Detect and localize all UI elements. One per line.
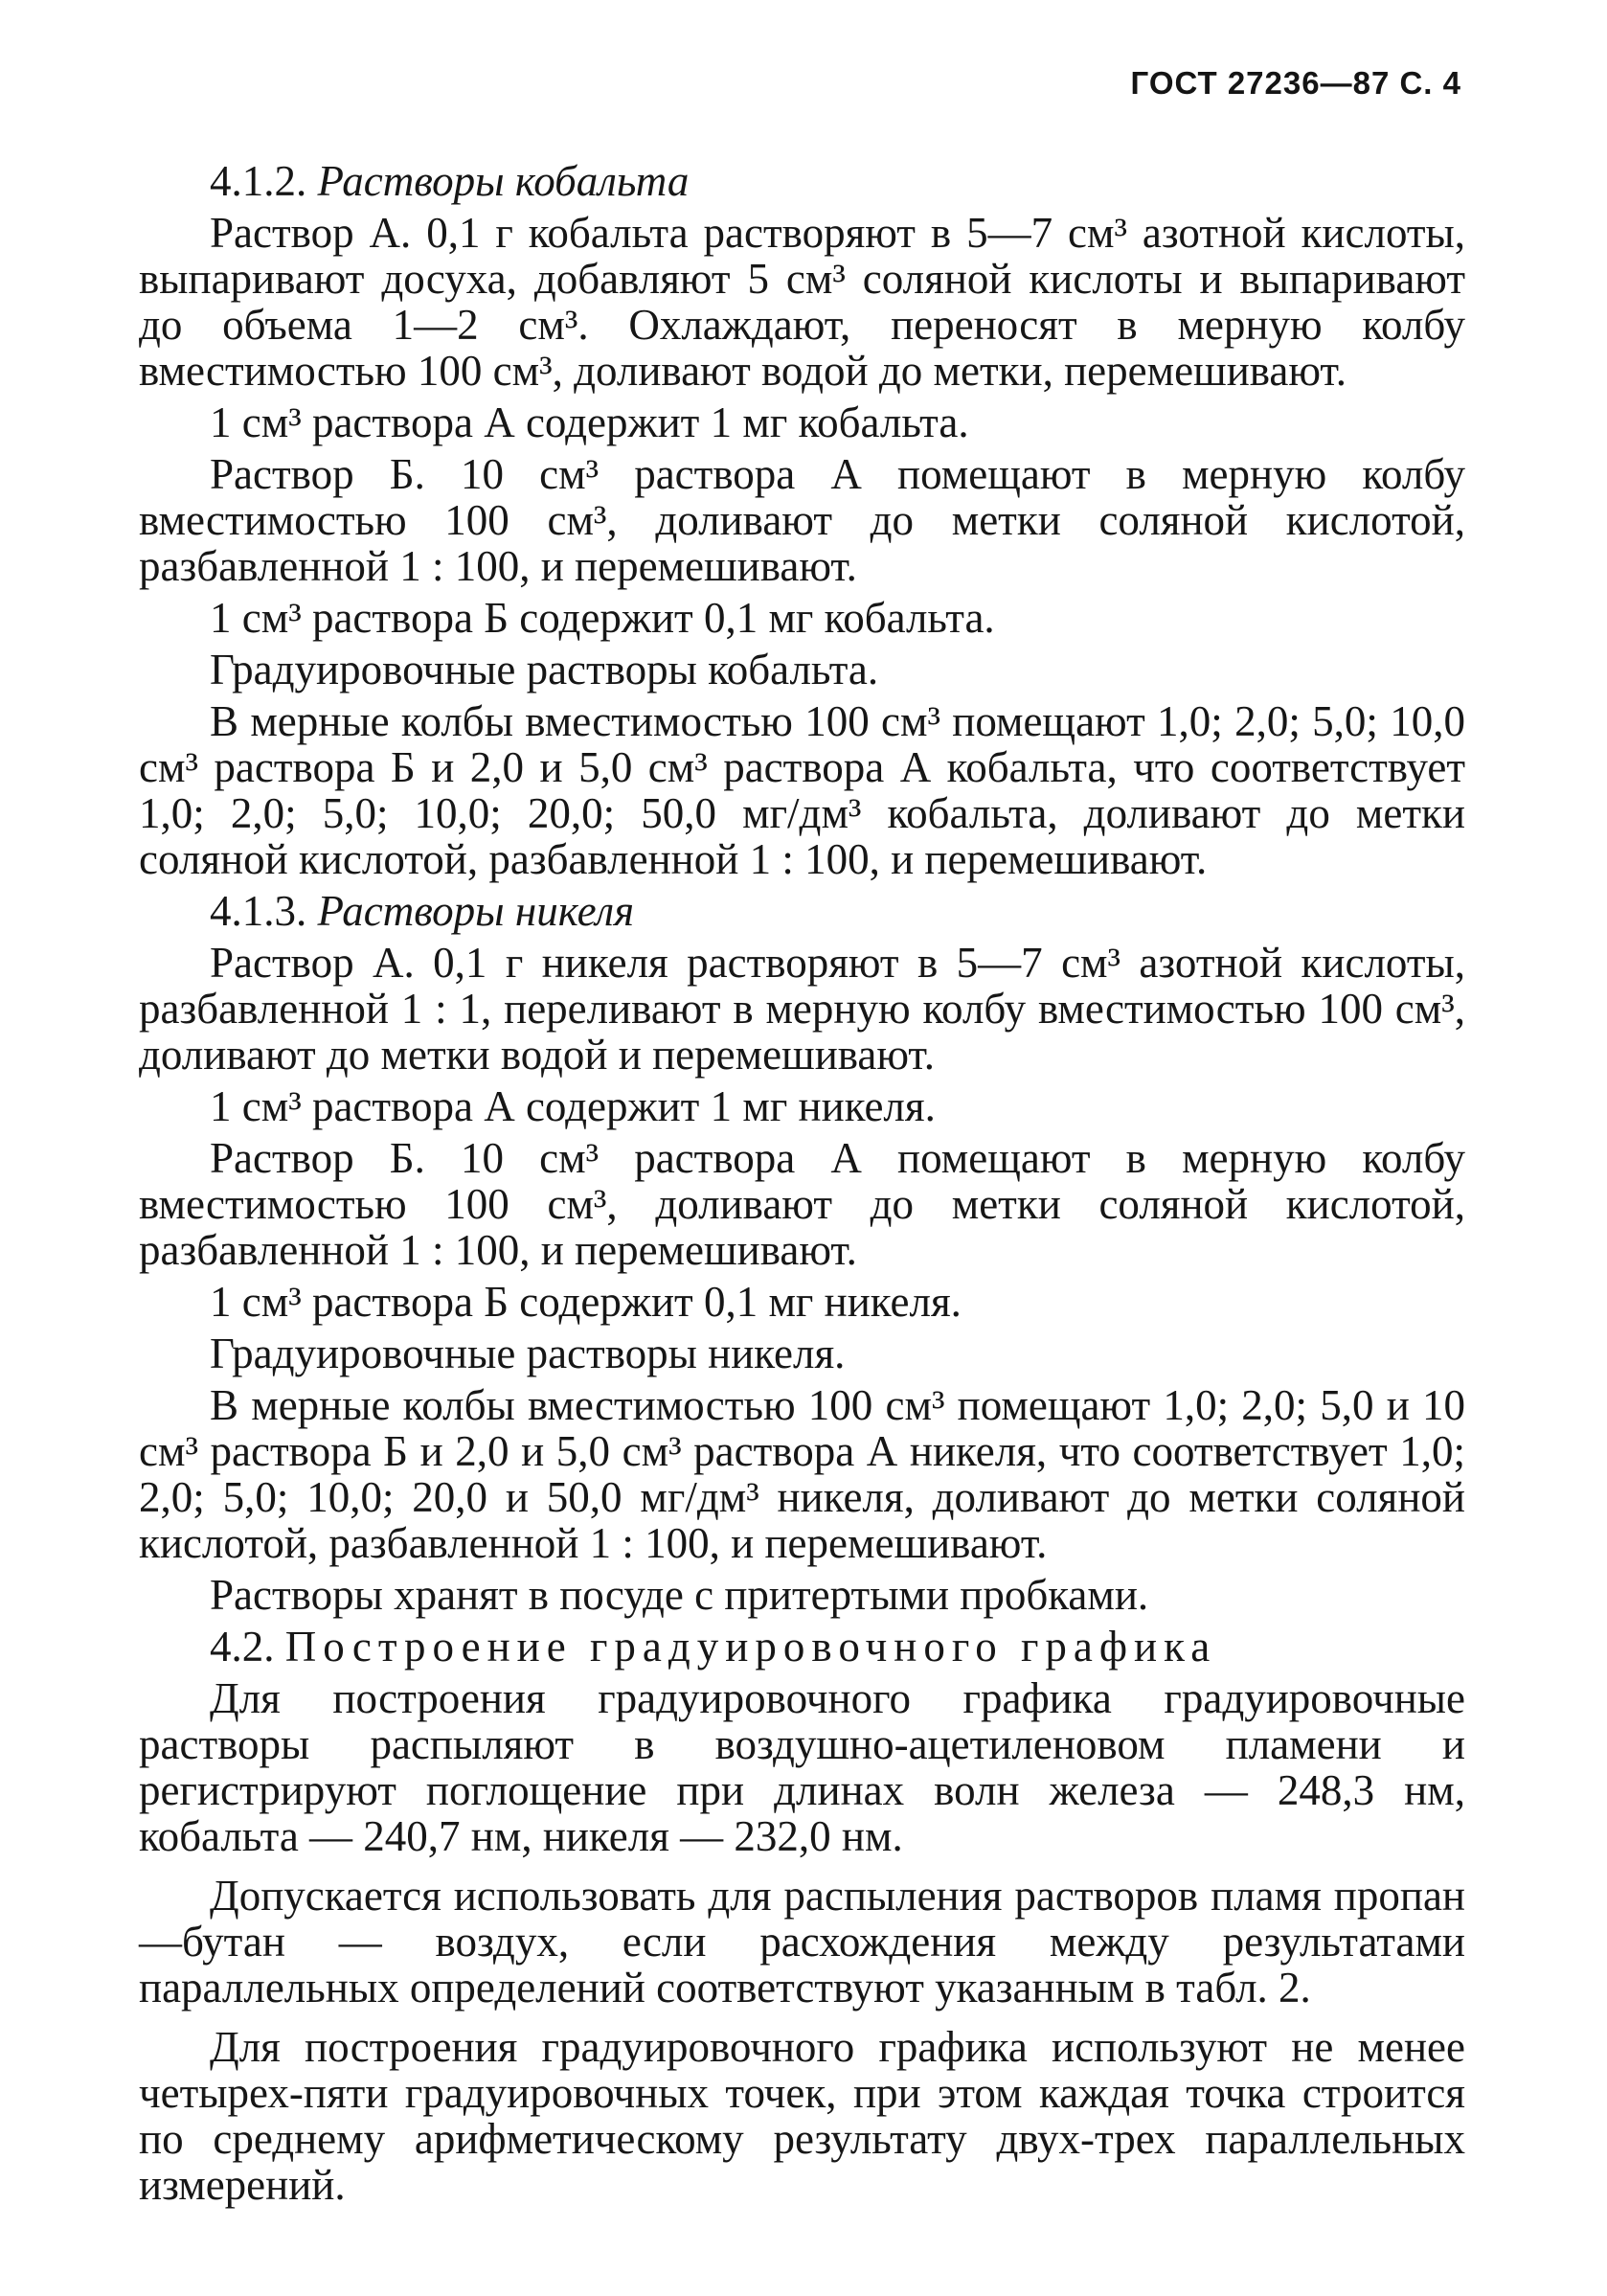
paragraph: Допускается использовать для распыления растворов пламя пропан—бутан — воздух, если расхождения между результатами параллельных определений соответствуют указанным в табл. 2. xyxy=(139,1872,1465,2012)
section-number: 4.1.2. xyxy=(210,157,318,205)
paragraph: Раствор Б. 10 см³ раствора А помещают в мерную колбу вместимостью 100 см³, доливают до метки соляной кислотой, разбавленной 1 : 100, и перемешивают. xyxy=(139,450,1465,590)
paragraph: Для построения градуировочного графика используют не менее четырех-пяти градуировочных точек, при этом каждая точка строится по среднему арифметическому результату двух-трех параллельных измерений. xyxy=(139,2023,1465,2209)
paragraph: 1 см³ раствора А содержит 1 мг никеля. xyxy=(210,1082,936,1130)
paragraph: Раствор А. 0,1 г никеля растворяют в 5—7 см³ азотной кислоты, разбавленной 1 : 1, переливают в мерную колбу вместимостью 100 см³, доливают до метки водой и перемешивают. xyxy=(139,939,1465,1079)
section-heading-4-1-3 xyxy=(139,888,1465,934)
paragraph: В мерные колбы вместимостью 100 см³ помещают 1,0; 2,0; 5,0; 10,0 см³ раствора Б и 2,0 и 5,0 см³ раствора А кобальта, что соответствует 1,0; 2,0; 5,0; 10,0; 20,0; 50,0 мг/дм³ кобальта, доливают до метки соляной кислотой, разбавленной 1 : 100, и перемешивают. xyxy=(139,697,1465,883)
section-number: 4.2. xyxy=(210,1623,285,1671)
paragraph: 1 см³ раствора Б содержит 0,1 мг кобальта. xyxy=(210,594,995,642)
paragraph: Для построения градуировочного графика градуировочные растворы распыляют в воздушно-ацетиленовом пламени и регистрируют поглощение при длинах волн железа — 248,3 нм, кобальта — 240,7 нм, никеля — 232,0 нм. xyxy=(139,1674,1465,1860)
paragraph: В мерные колбы вместимостью 100 см³ помещают 1,0; 2,0; 5,0 и 10 см³ раствора Б и 2,0 и 5,0 см³ раствора А никеля, что соответствует 1,0; 2,0; 5,0; 10,0; 20,0 и 50,0 мг/дм³ никеля, доливают до метки соляной кислотой, разбавленной 1 : 100, и перемешивают. xyxy=(139,1381,1465,1567)
section-heading-4-2 xyxy=(139,1624,1465,1670)
section-heading-4-1-2 xyxy=(139,158,1465,204)
section-title: Растворы никеля xyxy=(317,887,635,935)
paragraph: Растворы хранят в посуде с притертыми пробками. xyxy=(210,1571,1149,1619)
paragraph: Раствор А. 0,1 г кобальта растворяют в 5—7 см³ азотной кислоты, выпаривают досуха, добавляют 5 см³ соляной кислоты и выпаривают до объема 1—2 см³. Охлаждают, переносят в мерную колбу вместимостью 100 см³, доливают водой до метки, перемешивают. xyxy=(139,209,1465,395)
paragraph: Градуировочные растворы кобальта. xyxy=(210,646,879,693)
paragraph: Раствор Б. 10 см³ раствора А помещают в мерную колбу вместимостью 100 см³, доливают до метки соляной кислотой, разбавленной 1 : 100, и перемешивают. xyxy=(139,1134,1465,1274)
section-title: Растворы кобальта xyxy=(317,157,690,205)
document-body xyxy=(139,158,1465,2214)
section-number: 4.1.3. xyxy=(210,887,318,935)
paragraph: 1 см³ раствора Б содержит 0,1 мг никеля. xyxy=(210,1278,962,1326)
section-title: Построение градуировочного графика xyxy=(284,1623,1217,1671)
paragraph: Градуировочные растворы никеля. xyxy=(210,1330,846,1377)
page-header: ГОСТ 27236—87 С. 4 xyxy=(1130,65,1461,101)
paragraph: 1 см³ раствора А содержит 1 мг кобальта. xyxy=(210,398,969,446)
